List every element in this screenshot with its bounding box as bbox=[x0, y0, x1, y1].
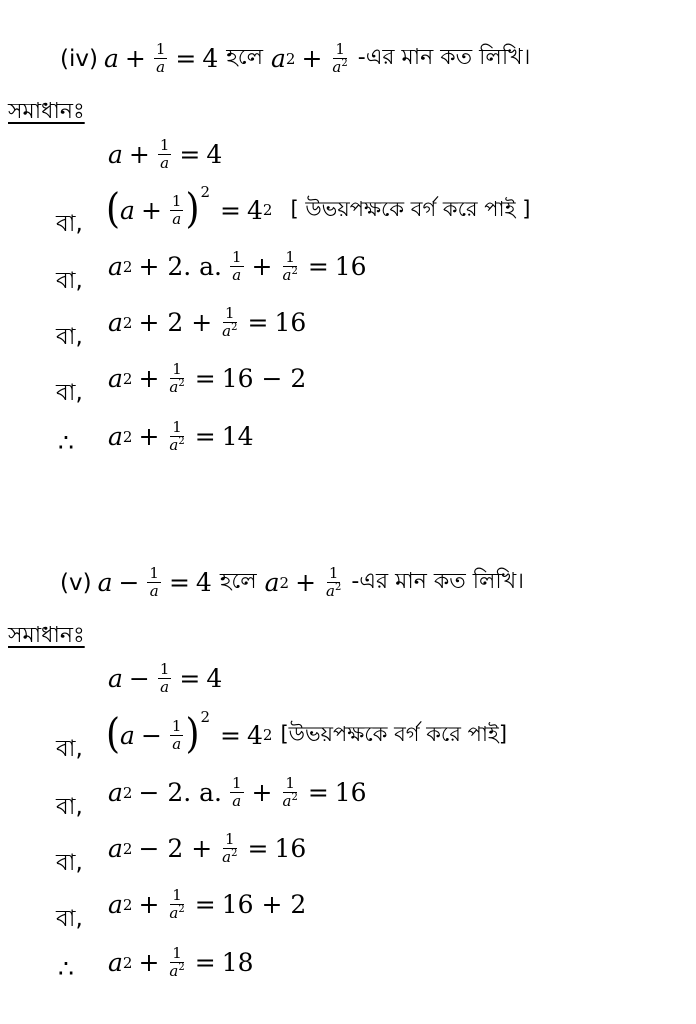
solution-heading: সমাধানঃ bbox=[8, 99, 85, 124]
step-square: ( a + $\frac{1}{a}$ ) 2 = 4 2 [ উভয়পক্ষকে বর্গ করে পাই ] bbox=[106, 183, 531, 233]
prefix-ba: বা, bbox=[56, 794, 83, 820]
prefix-ba: বা, bbox=[56, 211, 83, 237]
question-ask: -এর মান কত লিখি। bbox=[351, 569, 525, 594]
prefix-ba: বা, bbox=[56, 380, 83, 406]
prefix-ba: বা, bbox=[56, 324, 83, 350]
step-rearrange: a 2 + $\frac{1}{a^2}$ = 16 − 2 bbox=[108, 360, 307, 396]
step-expand: a 2 − 2. a. $\frac{1}{a}$ + $\frac{1}{a^2}$ = 16 bbox=[108, 774, 367, 810]
step-given: a − $\frac{1}{a}$ = 4 bbox=[108, 660, 223, 696]
result-value: 14 bbox=[221, 422, 254, 451]
question-ask: -এর মান কত লিখি। bbox=[357, 45, 531, 70]
step-result: a 2 + $\frac{1}{a^2}$ = 18 bbox=[108, 944, 254, 980]
question-label: (iv) bbox=[60, 45, 98, 72]
step-simplify: a 2 + 2 + $\frac{1}{a^2}$ = 16 bbox=[108, 304, 307, 340]
question-v: (v) a − $\frac{1}{a}$ = 4 হলে a 2 + $\frac{1}{a^2}$ -এর মান কত লিখি। bbox=[60, 564, 525, 600]
step-result: a 2 + $\frac{1}{a^2}$ = 14 bbox=[108, 418, 254, 454]
prefix-ba: বা, bbox=[56, 906, 83, 932]
condition-text: হলে bbox=[219, 569, 257, 594]
condition-text: হলে bbox=[226, 45, 264, 70]
question-label: (v) bbox=[60, 569, 92, 596]
note-square-both-sides: [ উভয়পক্ষকে বর্গ করে পাই ] bbox=[290, 196, 531, 221]
prefix-ba: বা, bbox=[56, 736, 83, 762]
note-square-both-sides: [উভয়পক্ষকে বর্গ করে পাই] bbox=[280, 721, 508, 746]
question-iv: (iv) a + $\frac{1}{a}$ = 4 হলে a 2 + $\frac{1}{a^2}$ -এর মান কত লিখি। bbox=[60, 40, 531, 76]
prefix-ba: বা, bbox=[56, 268, 83, 294]
therefore-symbol: ∴ bbox=[58, 954, 74, 983]
step-expand: a 2 + 2. a. $\frac{1}{a}$ + $\frac{1}{a^2}$ = 16 bbox=[108, 248, 367, 284]
fraction: $\frac{1}{a}$ bbox=[155, 40, 166, 76]
step-simplify: a 2 − 2 + $\frac{1}{a^2}$ = 16 bbox=[108, 830, 307, 866]
solution-heading: সমাধানঃ bbox=[8, 623, 85, 648]
result-value: 18 bbox=[221, 948, 254, 977]
step-rearrange: a 2 + $\frac{1}{a^2}$ = 16 + 2 bbox=[108, 886, 307, 922]
step-given: a + $\frac{1}{a}$ = 4 bbox=[108, 136, 223, 172]
prefix-ba: বা, bbox=[56, 850, 83, 876]
given-value: 4 bbox=[202, 44, 219, 73]
therefore-symbol: ∴ bbox=[58, 428, 74, 457]
step-square: ( a − $\frac{1}{a}$ ) 2 = 4 2 [উভয়পক্ষকে বর্গ করে পাই] bbox=[106, 708, 508, 758]
